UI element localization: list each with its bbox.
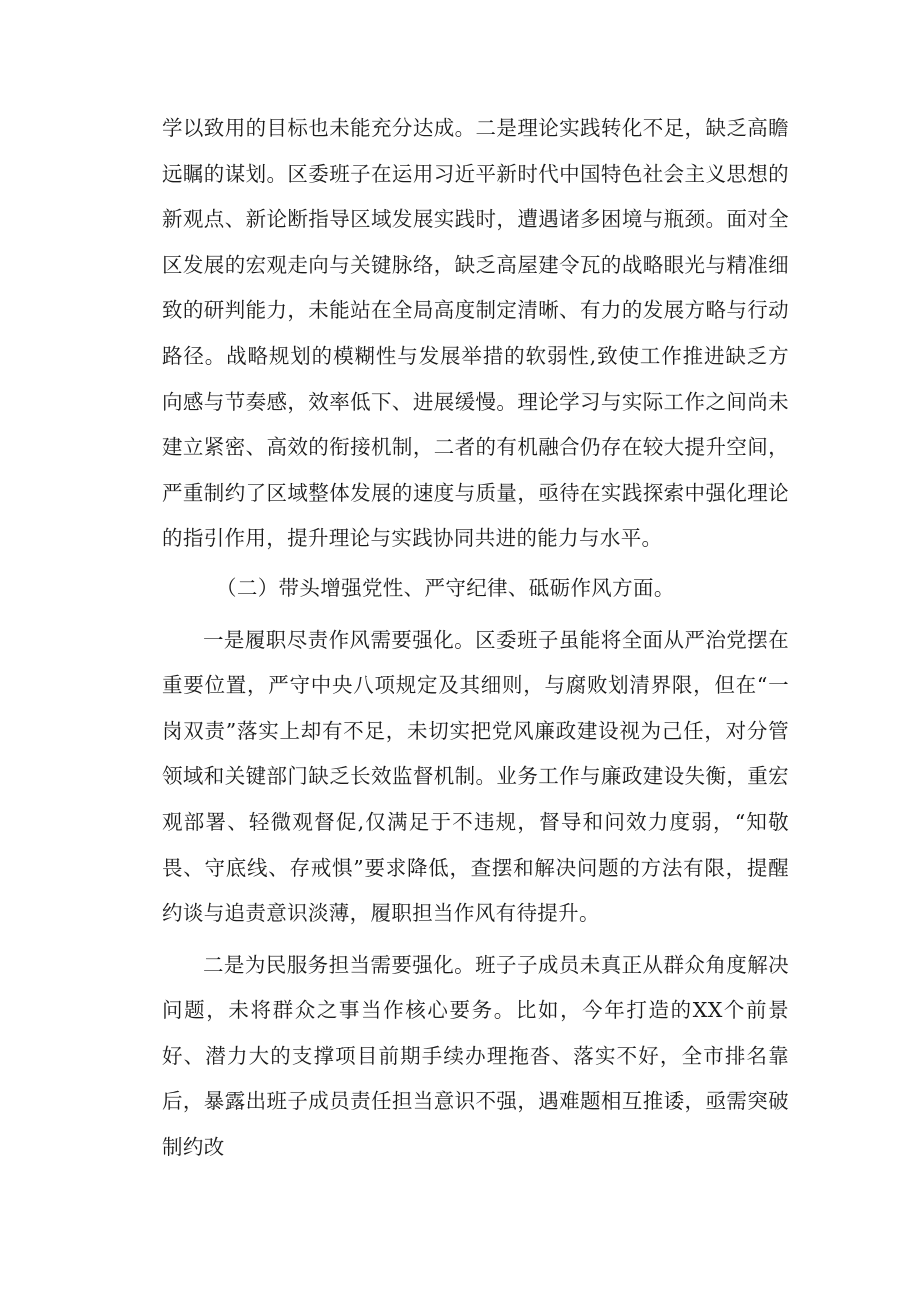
paragraph-continuation: 学以致用的目标也未能充分达成。二是理论实践转化不足，缺乏高瞻远瞩的谋划。区委班子在运用习近平新时代中国特色社会主义思想的新观点、新论断指导区域发展实践时，遭遇诸多困境与瓶颈。面对全区发展的宏观走向与关键脉络，缺乏高屋建令瓦的战略眼光与精准细致的研判能力，未能站在全局高度制定清晰、有力的发展方略与行动路径。战略规划的模糊性与发展举措的软弱性,致使工作推进缺乏方向感与节奏感，效率低下、进展缓慢。理论学习与实际工作之间尚未建立紧密、高效的衔接机制，二者的有机融合仍存在较大提升空间，严重制约了区域整体发展的速度与质量，亟待在实践探索中强化理论的指引作用，提升理论与实践协同共进的能力与水平。: [162, 116, 789, 551]
section-heading: （二）带头增强党性、严守纪律、砥砺作风方面。: [216, 575, 675, 600]
paragraph-duty-style: 一是履职尽责作风需要强化。区委班子虽能将全面从严治党摆在重要位置，严守中央八项规定及其细则，与腐败划清界限，但在“一岗双责”落实上却有不足，未切实把党风廉政建设视为己任，对分管领域和关键部门缺乏长效监督机制。业务工作与廉政建设失衡，重宏观部署、轻微观督促,仅满足于不违规，督导和问效力度弱，“知敬畏、守底线、存戒惧”要求降低，查摆和解决问题的方法有限，提醒约谈与追责意识淡薄，履职担当作风有待提升。: [162, 627, 789, 926]
document-body: [162, 106, 789, 1171]
paragraph-service: 二是为民服务担当需要强化。班子子成员未真正从群众角度解决问题，未将群众之事当作核心要务。比如，今年打造的XX个前景好、潜力大的支撑项目前期手续办理拖沓、落实不好，全市排名靠后，暴露出班子成员责任担当意识不强，遇难题相互推诿，亟需突破制约改: [162, 952, 789, 1160]
